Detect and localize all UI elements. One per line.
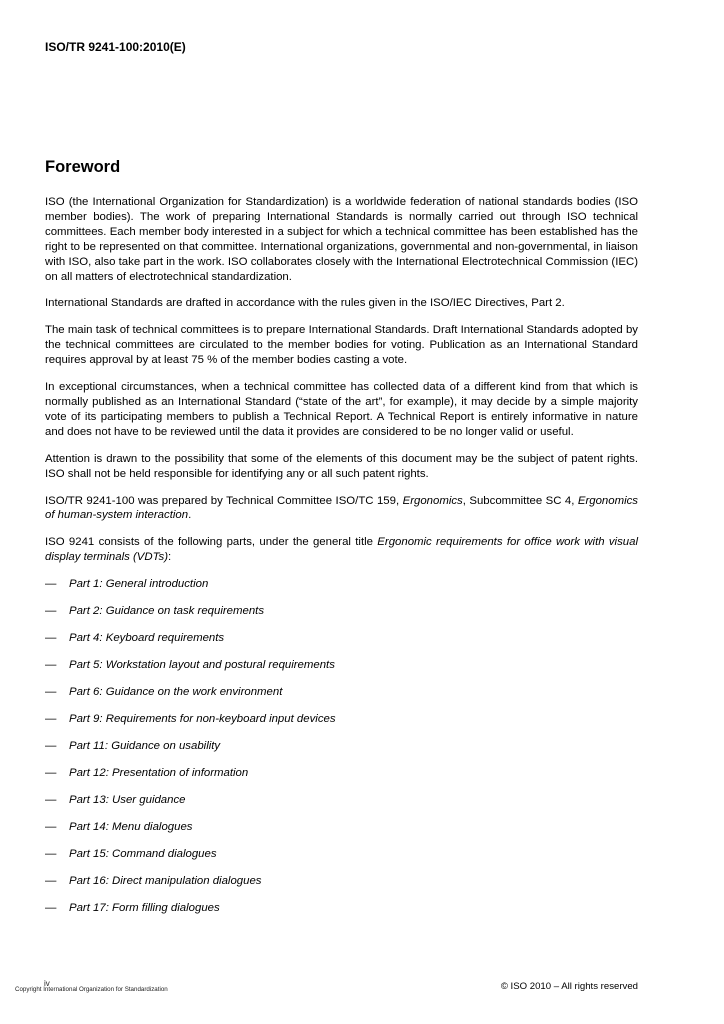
list-item xyxy=(45,604,638,631)
dash-marker: — xyxy=(45,821,57,834)
paragraph-iso-federation: ISO (the International Organization for Standardization) is a worldwide federation of national standards bodies (ISO member bodies). The work of preparing International Standards is normally carried out through ISO technical committees. Each member body interested in a subject for which a technical committee has been established has the right to be represented on that committee. International organizations, governmental and non-governmental, in liaison with ISO, also take part in the work. ISO collaborates closely with the International Electrotechnical Commission (IEC) on all matters of electrotechnical standardization. xyxy=(45,196,638,283)
part-label: Part 2: Guidance on task requirements xyxy=(69,605,265,618)
footer-copyright-right: © ISO 2010 – All rights reserved xyxy=(500,981,638,992)
dash-marker: — xyxy=(45,605,57,618)
section-title: Foreword xyxy=(45,158,121,176)
list-item xyxy=(45,658,638,685)
part-label: Part 13: User guidance xyxy=(69,794,186,807)
paragraph-prepared-by xyxy=(45,494,638,524)
list-item xyxy=(45,874,638,901)
document-id-header: ISO/TR 9241-100:2010(E) xyxy=(45,40,186,54)
parts-intro-text: ISO 9241 consists of the following parts, under the general title xyxy=(45,536,378,549)
part-label: Part 14: Menu dialogues xyxy=(69,821,193,834)
dash-marker: — xyxy=(45,659,57,672)
parts-list xyxy=(45,577,638,928)
list-item xyxy=(45,847,638,874)
part-label: Part 9: Requirements for non-keyboard input devices xyxy=(69,713,336,726)
part-label: Part 4: Keyboard requirements xyxy=(69,632,225,645)
dash-marker: — xyxy=(45,767,57,780)
copyright-holder-text: Copyright International Organization for Standardization xyxy=(15,986,168,993)
list-item xyxy=(45,820,638,847)
list-item xyxy=(45,766,638,793)
paragraph-exceptional-circumstances: In exceptional circumstances, when a technical committee has collected data of a different kind from that which is normally published as an International Standard (“state of the art”, for example), it may decide by a simple majority vote of its participating members to publish a Technical Report. A Technical Report is entirely informative in nature and does not have to be reviewed until the data it provides are considered to be no longer valid or useful. xyxy=(45,381,638,438)
part-label: Part 17: Form filling dialogues xyxy=(69,902,220,915)
paragraph-patent-rights: Attention is drawn to the possibility that some of the elements of this document may be the subject of patent rights. ISO shall not be held responsible for identifying any or all such patent rights. xyxy=(45,452,638,480)
dash-marker: — xyxy=(45,794,57,807)
subcommittee-title: Ergonomics of human-system interaction xyxy=(45,494,638,522)
part-label: Part 16: Direct manipulation dialogues xyxy=(69,875,262,888)
part-label: Part 5: Workstation layout and postural requirements xyxy=(69,659,335,672)
paragraph-technical-committees: The main task of technical committees is to prepare International Standards. Draft International Standards adopted by the technical committees are circulated to the member bodies for voting. Publication as an International Standard requires approval by at least 75 % of the member bodies casting a vote. xyxy=(45,324,638,367)
dash-marker: — xyxy=(45,686,57,699)
paragraph-directives: International Standards are drafted in accordance with the rules given in the ISO/IEC Directives, Part 2. xyxy=(45,297,565,310)
dash-marker: — xyxy=(45,902,57,915)
ergonomics-emphasis: Ergonomics xyxy=(402,494,463,507)
list-item xyxy=(45,739,638,766)
subcommittee-text: , Subcommittee SC 4, xyxy=(462,494,578,507)
list-item xyxy=(45,685,638,712)
part-label: Part 1: General introduction xyxy=(69,578,209,591)
list-item xyxy=(45,901,638,928)
dash-marker: — xyxy=(45,632,57,645)
part-label: Part 11: Guidance on usability xyxy=(69,740,221,753)
dash-marker: — xyxy=(45,848,57,861)
list-item xyxy=(45,793,638,820)
part-label: Part 6: Guidance on the work environment xyxy=(69,686,283,699)
list-item xyxy=(45,577,638,604)
foreword-body xyxy=(45,195,638,928)
list-item xyxy=(45,631,638,658)
list-item xyxy=(45,712,638,739)
part-label: Part 12: Presentation of information xyxy=(69,767,249,780)
parts-intro-end: : xyxy=(168,551,172,564)
part-label: Part 15: Command dialogues xyxy=(69,848,217,861)
general-title: Ergonomic requirements for office work with visual display terminals (VDTs) xyxy=(45,536,638,564)
paragraph-parts-intro xyxy=(45,535,638,565)
page-number: iv xyxy=(44,979,50,988)
dash-marker: — xyxy=(45,713,57,726)
dash-marker: — xyxy=(45,578,57,591)
dash-marker: — xyxy=(45,875,57,888)
prepared-by-end: . xyxy=(188,509,192,522)
prepared-by-text: ISO/TR 9241-100 was prepared by Technical Committee ISO/TC 159, xyxy=(45,494,403,507)
dash-marker: — xyxy=(45,740,57,753)
footer-copyright-left xyxy=(15,979,168,993)
